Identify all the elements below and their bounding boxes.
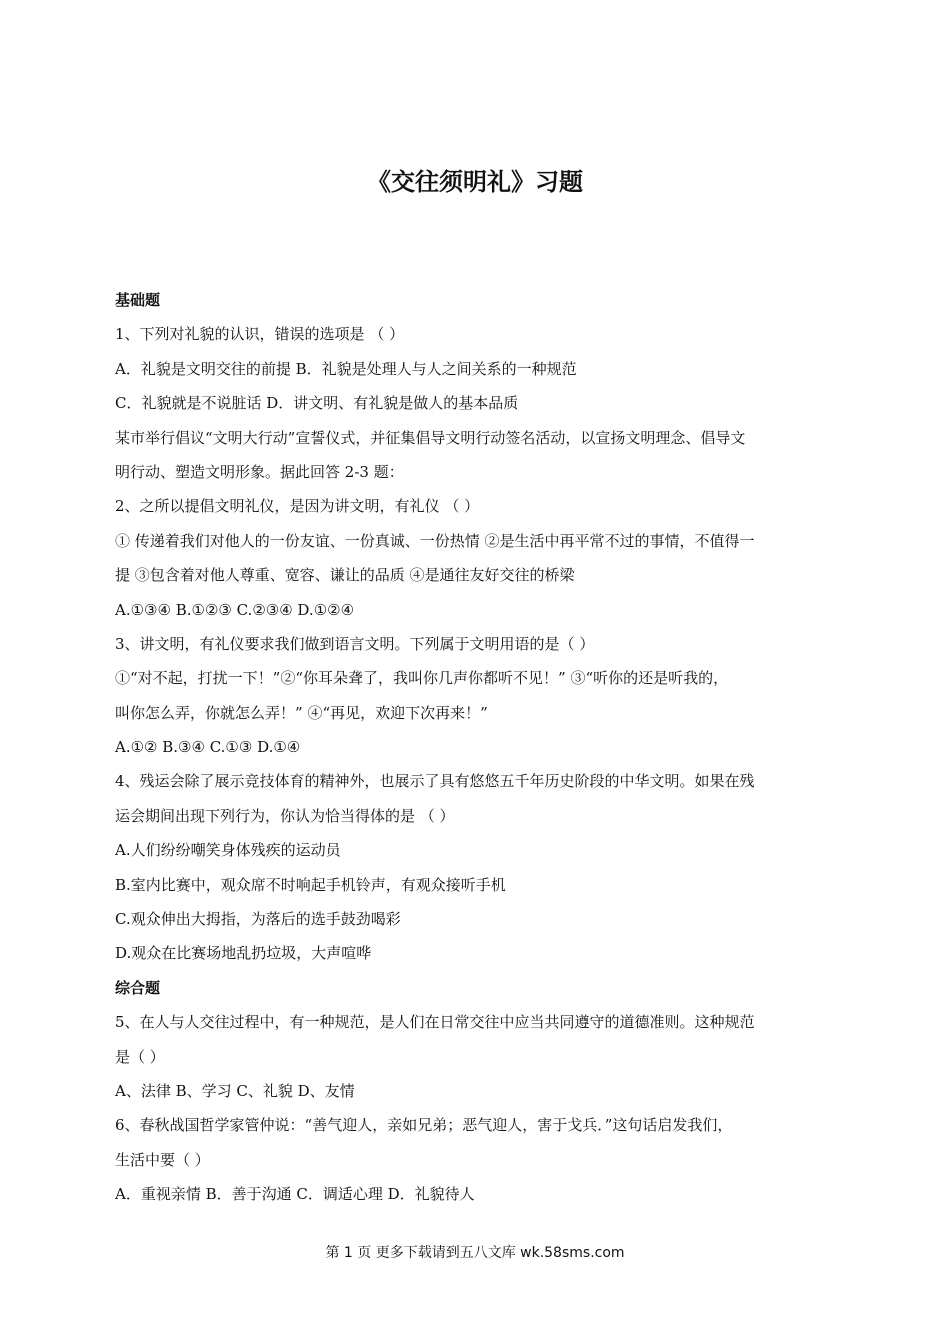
text-line: C．礼貌就是不说脏话 D．讲文明、有礼貌是做人的基本品质 [115, 394, 519, 413]
text-line: ①“对不起，打扰一下！”②“你耳朵聋了，我叫你几声你都听不见！” ③“听你的还是听我的， [115, 669, 729, 688]
text-line: A．重视亲情 B．善于沟通 C．调适心理 D．礼貌待人 [115, 1185, 475, 1204]
text-line: 是（ ） [115, 1047, 165, 1066]
text-line: 1、下列对礼貌的认识，错误的选项是 （ ） [115, 325, 405, 344]
text-line: 2、之所以提倡文明礼仪，是因为讲文明，有礼仪 （ ） [115, 497, 480, 516]
section-heading: 基础题 [115, 291, 161, 309]
page-footer: 第 1 页 更多下载请到五八文库 wk.58sms.com [325, 1245, 625, 1261]
section-heading: 综合题 [115, 978, 161, 997]
text-line: 3、讲文明，有礼仪要求我们做到语言文明。下列属于文明用语的是（ ） [115, 634, 595, 653]
text-line: A、法律 B、学习 C、礼貌 D、友情 [115, 1081, 355, 1100]
text-line: 明行动、塑造文明形象。据此回答 2-3 题： [115, 462, 404, 481]
text-line: C.观众伸出大拇指，为落后的选手鼓劲喝彩 [115, 910, 401, 929]
text-line: 某市举行倡议“文明大行动”宣誓仪式，并征集倡导文明行动签名活动，以宣扬文明理念、倡导文 [115, 428, 746, 447]
text-line: A.人们纷纷嘲笑身体残疾的运动员 [115, 841, 341, 860]
document-body [115, 283, 845, 1212]
text-line: 生活中要（ ） [115, 1150, 210, 1169]
document-title: 《交往须明礼》习题 [367, 168, 583, 196]
text-line: 提 ③包含着对他人尊重、宽容、谦让的品质 ④是通往友好交往的桥梁 [115, 566, 575, 585]
text-line: 4、残运会除了展示竞技体育的精神外，也展示了具有悠悠五千年历史阶段的中华文明。如果在残 [115, 772, 755, 791]
text-line: A.①② B.③④ C.①③ D.①④ [115, 738, 301, 757]
text-line: A.①③④ B.①②③ C.②③④ D.①②④ [115, 600, 355, 619]
text-line: ① 传递着我们对他人的一份友谊、一份真诚、一份热情 ②是生活中再平常不过的事情，不值得一 [115, 531, 755, 550]
text-line: A．礼貌是文明交往的前提 B．礼貌是处理人与人之间关系的一种规范 [115, 359, 577, 378]
text-line: 6、春秋战国哲学家管仲说：“善气迎人，亲如兄弟；恶气迎人，害于戈兵．”这句话启发我们， [115, 1116, 733, 1135]
text-line: D.观众在比赛场地乱扔垃圾，大声喧哗 [115, 944, 372, 963]
text-line: 5、在人与人交往过程中，有一种规范，是人们在日常交往中应当共同遵守的道德准则。这种规范 [115, 1013, 755, 1032]
text-line: B.室内比赛中，观众席不时响起手机铃声，有观众接听手机 [115, 875, 506, 894]
text-line: 叫你怎么弄，你就怎么弄！” ④“再见，欢迎下次再来！” [115, 703, 488, 722]
text-line: 运会期间出现下列行为，你认为恰当得体的是 （ ） [115, 806, 455, 825]
